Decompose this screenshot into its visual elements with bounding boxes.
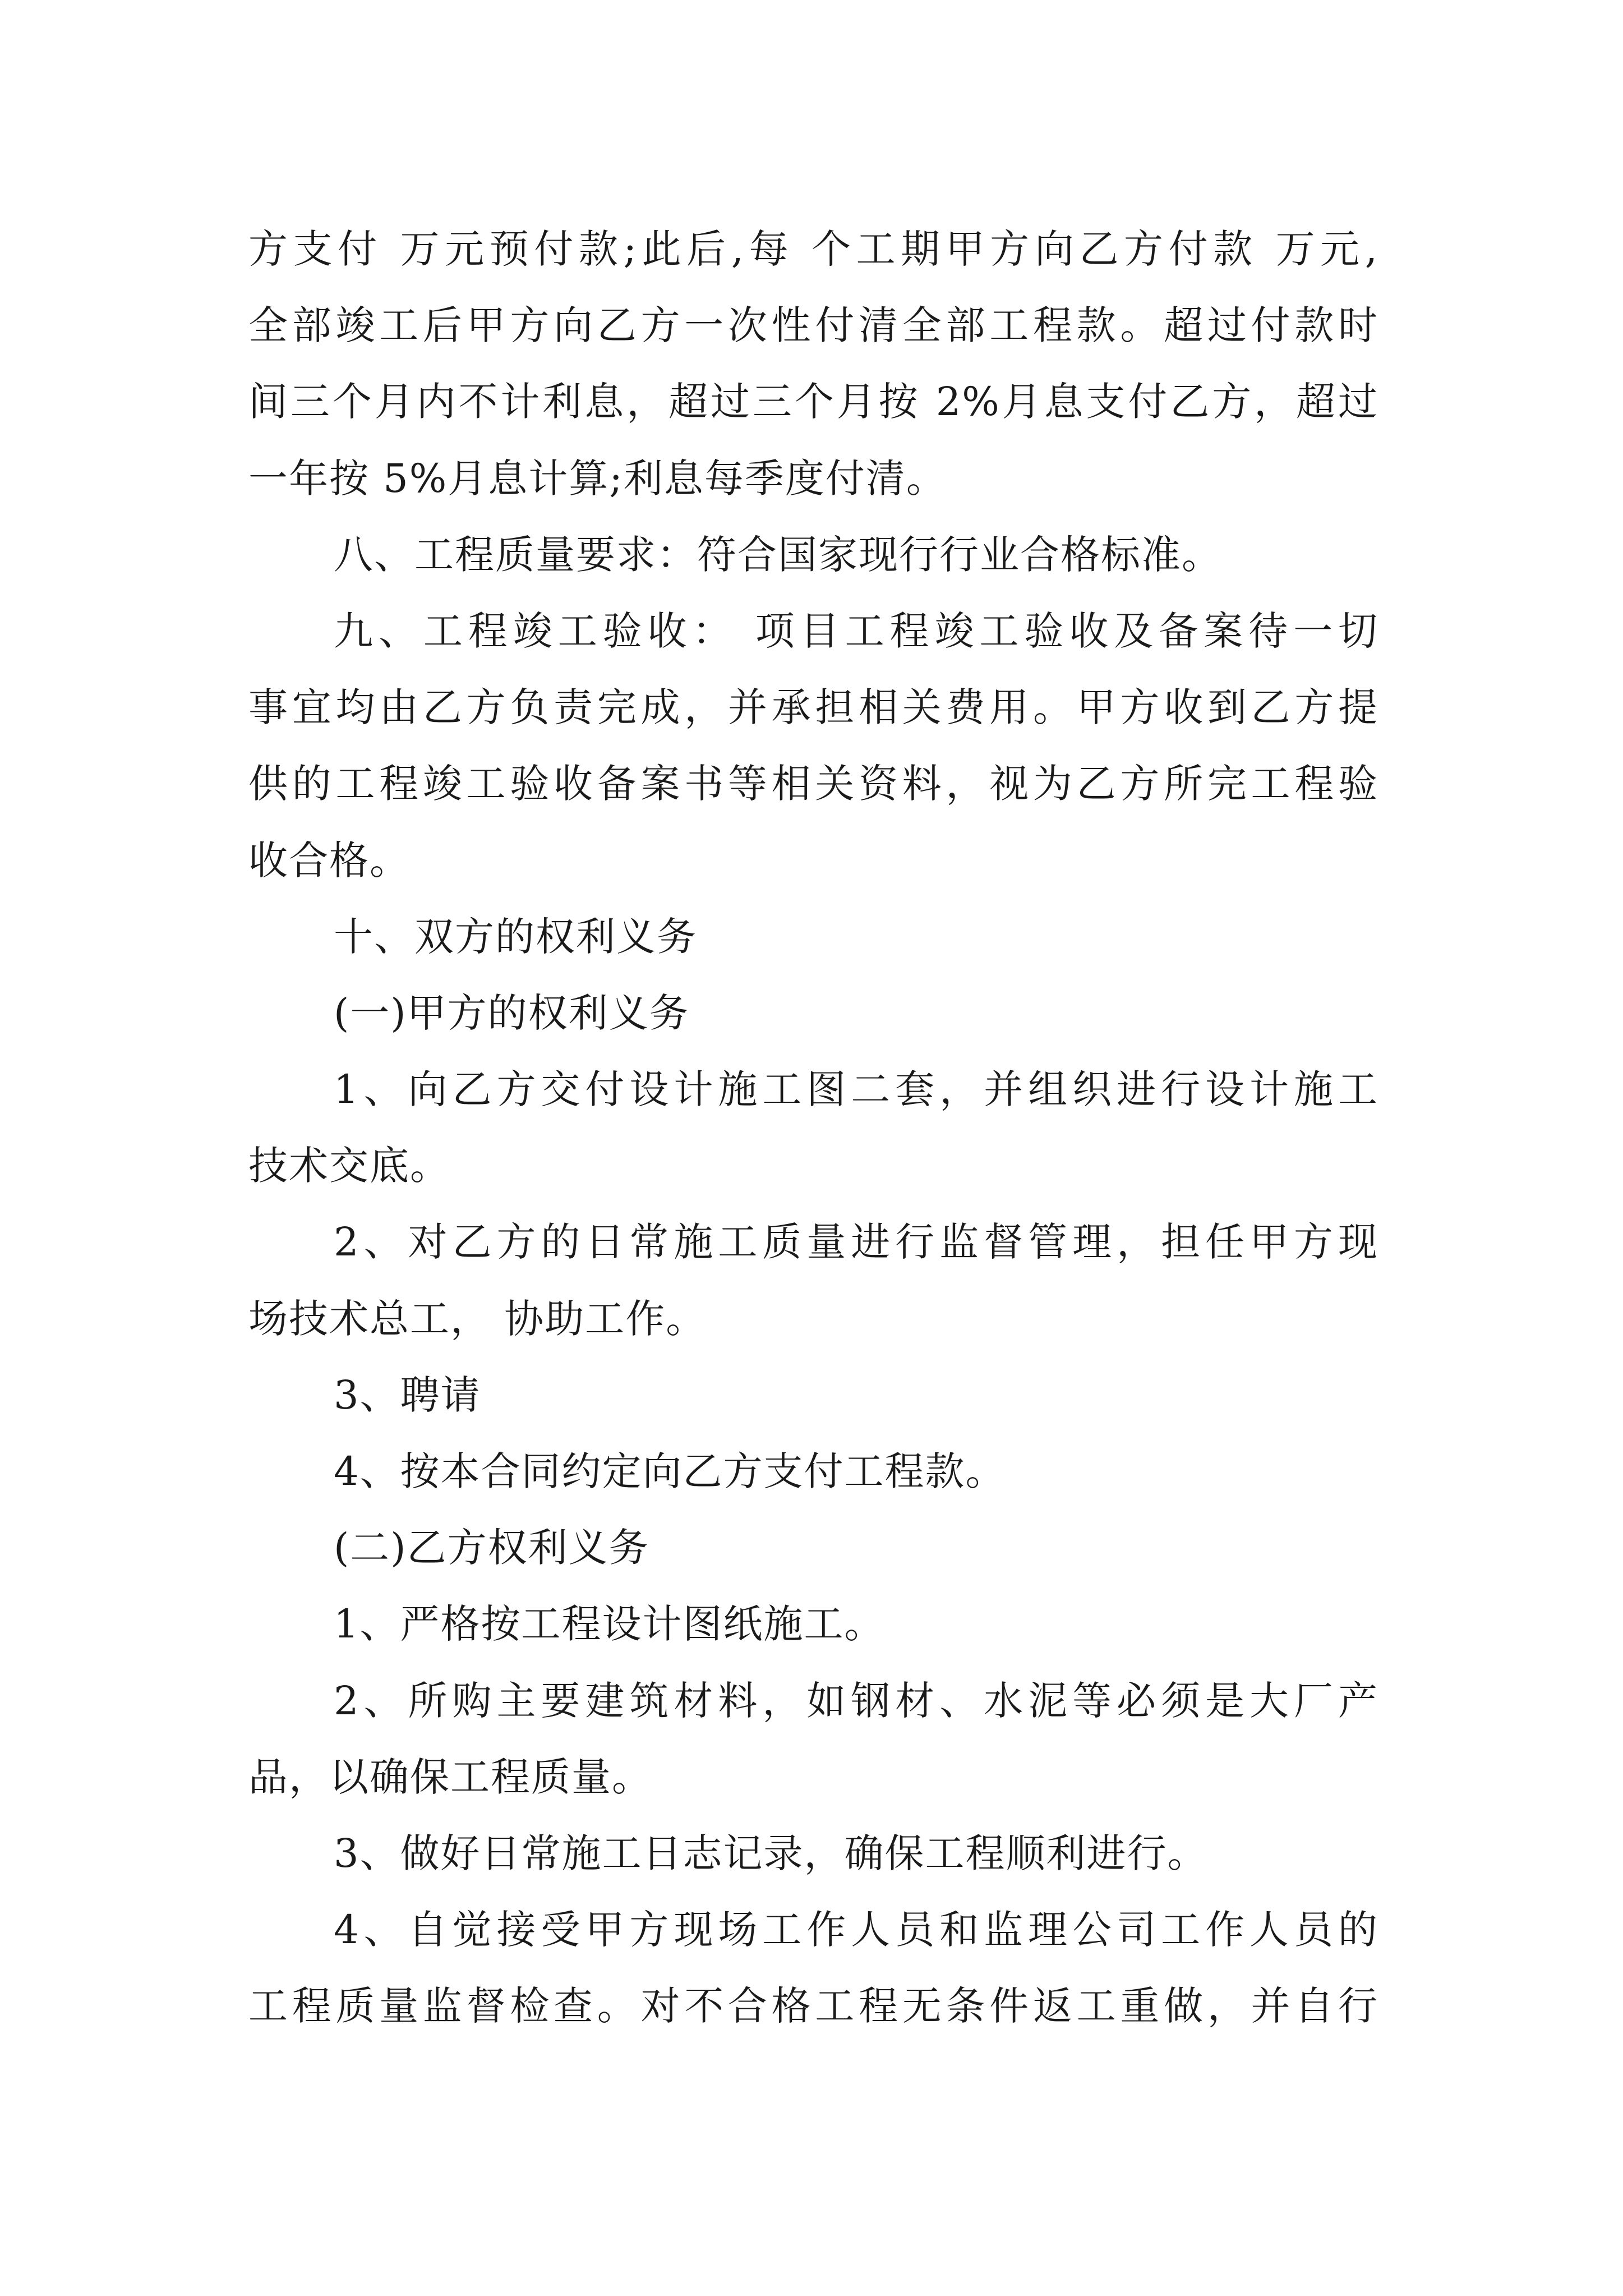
text-line: 间三个月内不计利息，超过三个月按 2%月息支付乙方，超过 — [248, 379, 1378, 425]
text-line: 一年按 5%月息计算;利息每季度付清。 — [248, 455, 947, 501]
text-line: 供的工程竣工验收备案书等相关资料，视为乙方所完工程验 — [248, 761, 1378, 807]
list-item: 4、按本合同约定向乙方支付工程款。 — [334, 1448, 1006, 1494]
list-item: 3、做好日常施工日志记录，确保工程顺利进行。 — [334, 1830, 1208, 1876]
text-line: 收合格。 — [248, 837, 410, 884]
text-line: 事宜均由乙方负责完成，并承担相关费用。甲方收到乙方提 — [248, 684, 1378, 731]
text-line: 品，以确保工程质量。 — [248, 1754, 652, 1800]
section-heading-ten: 十、双方的权利义务 — [334, 913, 697, 960]
list-item: 4、自觉接受甲方现场工作人员和监理公司工作人员的 — [334, 1907, 1378, 1953]
list-item: 1、向乙方交付设计施工图二套，并组织进行设计施工 — [334, 1066, 1378, 1113]
text-line: 全部竣工后甲方向乙方一次性付清全部工程款。超过付款时 — [248, 302, 1378, 349]
text-line: 工程质量监督检查。对不合格工程无条件返工重做，并自行 — [248, 1983, 1378, 2030]
list-item: 1、严格按工程设计图纸施工。 — [334, 1601, 885, 1648]
list-item: 3、聘请 — [334, 1372, 481, 1418]
section-heading-nine: 九、工程竣工验收： 项目工程竣工验收及备案待一切 — [334, 608, 1378, 654]
text-line: 方支付 万元预付款;此后,每 个工期甲方向乙方付款 万元, — [248, 226, 1378, 272]
list-item: 2、所购主要建筑材料，如钢材、水泥等必须是大厂产 — [334, 1677, 1378, 1724]
list-item: 2、对乙方的日常施工质量进行监督管理，担任甲方现 — [334, 1219, 1378, 1266]
subsection-heading-party-b: (二)乙方权利义务 — [334, 1525, 649, 1571]
text-line: 场技术总工， 协助工作。 — [248, 1295, 707, 1342]
text-line: 技术交底。 — [248, 1143, 450, 1189]
subsection-heading-party-a: (一)甲方的权利义务 — [334, 990, 690, 1036]
document-body — [248, 211, 1378, 2045]
section-heading-eight: 八、工程质量要求：符合国家现行行业合格标准。 — [334, 531, 1222, 578]
